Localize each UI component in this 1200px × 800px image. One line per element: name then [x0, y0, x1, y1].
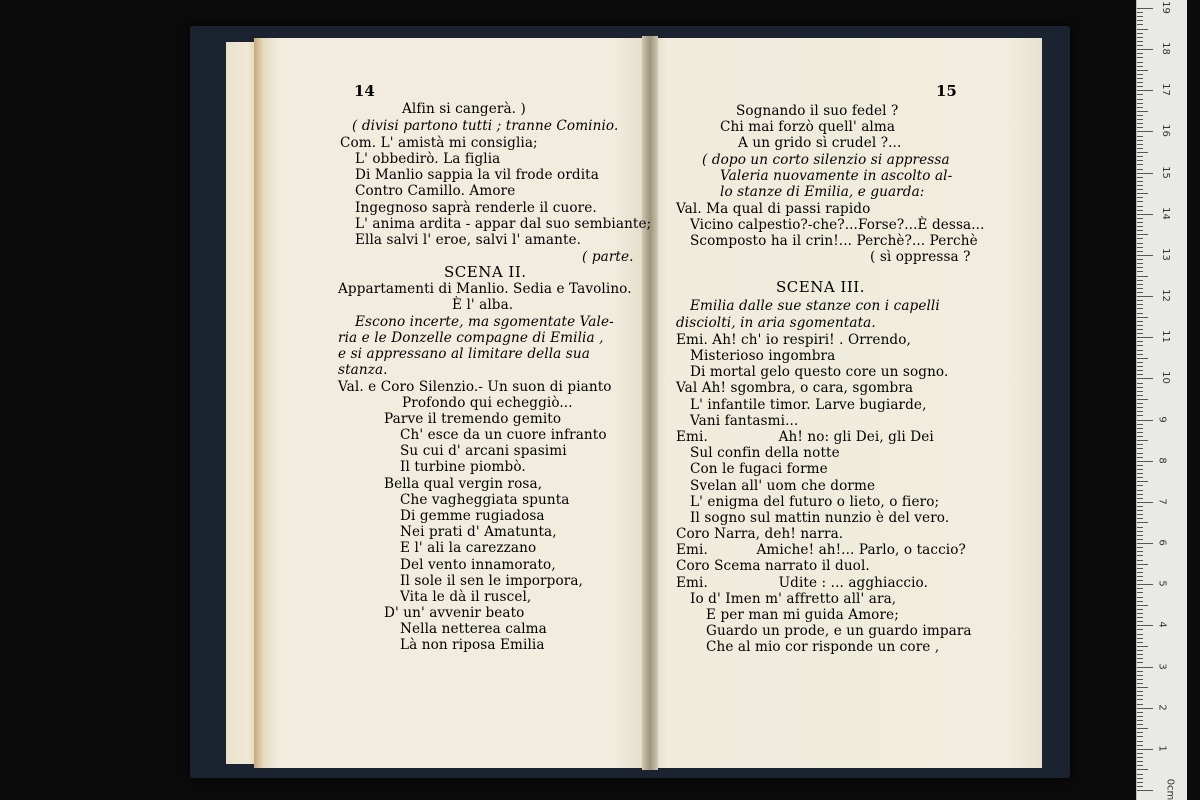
ruler-tick	[1137, 555, 1143, 556]
ruler-tick	[1137, 160, 1143, 161]
ruler-tick	[1137, 621, 1143, 622]
ruler-tick	[1137, 296, 1153, 297]
ruler-number: 18	[1159, 42, 1171, 56]
ruler-tick	[1137, 284, 1143, 285]
ruler-tick	[1137, 226, 1143, 227]
ruler-number: 0cm	[1164, 778, 1176, 800]
ruler-number: 7	[1156, 498, 1168, 505]
ruler-tick	[1137, 453, 1143, 454]
ruler-tick	[1137, 415, 1143, 416]
text-line: L' enigma del futuro o lieto, o fiero;	[690, 494, 940, 510]
ruler-tick	[1137, 317, 1148, 318]
ruler-tick	[1137, 259, 1143, 260]
ruler-tick	[1137, 189, 1143, 190]
text-line: Com. L' amistà mi consiglia;	[340, 135, 538, 151]
ruler-tick	[1137, 749, 1153, 750]
text-line: A un grido sì crudel ?...	[738, 135, 902, 151]
ruler-tick	[1137, 181, 1143, 182]
ruler-tick	[1137, 572, 1143, 573]
ruler-tick	[1137, 601, 1143, 602]
ruler-tick	[1137, 769, 1148, 770]
ruler-number: 5	[1156, 580, 1168, 587]
ruler-tick	[1137, 424, 1143, 425]
ruler-number: 10	[1159, 371, 1171, 385]
ruler-tick	[1137, 218, 1143, 219]
ruler-tick	[1137, 761, 1143, 762]
text-line: È l' alba.	[452, 297, 514, 313]
text-line: Guardo un prode, e un guardo impara	[706, 623, 972, 639]
stage-direction: ria e le Donzelle compagne di Emilia ,	[338, 330, 604, 346]
ruler-tick	[1137, 99, 1143, 100]
ruler-tick	[1137, 527, 1143, 528]
ruler-tick	[1137, 613, 1143, 614]
stage-direction: ( parte.	[582, 249, 634, 265]
ruler-tick	[1137, 465, 1143, 466]
ruler-tick	[1137, 774, 1143, 775]
ruler-tick	[1137, 29, 1148, 30]
ruler-tick	[1137, 469, 1143, 470]
ruler-tick	[1137, 169, 1143, 170]
ruler-tick	[1137, 374, 1143, 375]
ruler-tick	[1137, 144, 1143, 145]
ruler-tick	[1137, 617, 1143, 618]
ruler-tick	[1137, 704, 1143, 705]
ruler-number: 9	[1156, 415, 1168, 423]
ruler-tick	[1137, 535, 1143, 536]
ruler-tick	[1137, 514, 1143, 515]
stage-direction: Escono incerte, ma sgomentate Vale-	[355, 314, 614, 330]
text-line: Emi. Ah! no: gli Dei, gli Dei	[676, 429, 934, 445]
ruler-tick	[1137, 584, 1153, 585]
ruler-tick	[1137, 568, 1143, 569]
ruler-tick	[1137, 576, 1143, 577]
ruler-tick	[1137, 321, 1143, 322]
ruler-tick	[1137, 473, 1143, 474]
ruler-tick	[1137, 37, 1143, 38]
ruler-tick	[1137, 741, 1143, 742]
ruler-tick	[1137, 687, 1148, 688]
ruler-tick	[1137, 667, 1153, 668]
ruler-tick	[1137, 457, 1143, 458]
text-line: Che al mio cor risponde un core ,	[706, 639, 940, 655]
ruler-tick	[1137, 592, 1143, 593]
ruler-tick	[1137, 518, 1143, 519]
ruler-tick	[1137, 111, 1148, 112]
ruler-tick	[1137, 461, 1153, 462]
ruler-tick	[1137, 78, 1143, 79]
ruler-tick	[1137, 53, 1143, 54]
text-line: Ch' esce da un cuore infranto	[400, 427, 607, 443]
text-line: Di gemme rugiadosa	[400, 508, 545, 524]
ruler-tick	[1137, 119, 1143, 120]
ruler-tick	[1137, 57, 1143, 58]
ruler-tick	[1137, 243, 1143, 244]
ruler-tick	[1137, 222, 1143, 223]
text-line: Profondo qui echeggiò...	[402, 395, 573, 411]
ruler-tick	[1137, 193, 1148, 194]
ruler-tick	[1137, 107, 1143, 108]
ruler-number: 19	[1159, 1, 1171, 14]
ruler-tick	[1137, 136, 1143, 137]
left-page-number: 14	[354, 82, 375, 100]
text-line: L' obbedirò. La figlia	[355, 151, 501, 167]
text-line: Il sole il sen le imporpora,	[400, 573, 583, 589]
ruler-tick	[1137, 732, 1143, 733]
ruler-tick	[1137, 757, 1143, 758]
scene-heading: SCENA II.	[444, 263, 527, 281]
ruler-tick	[1137, 115, 1143, 116]
text-line: Di Manlio sappia la vil frode ordita	[355, 167, 599, 183]
ruler-number: 15	[1159, 165, 1171, 179]
ruler-tick	[1137, 481, 1148, 482]
ruler-tick	[1137, 206, 1143, 207]
ruler-tick	[1137, 403, 1143, 404]
ruler-number: 12	[1159, 289, 1171, 302]
ruler-tick	[1137, 45, 1143, 46]
ruler-tick	[1137, 156, 1143, 157]
ruler-tick	[1137, 333, 1143, 334]
ruler-tick	[1137, 210, 1143, 211]
ruler-tick	[1137, 82, 1143, 83]
ruler-tick	[1137, 103, 1143, 104]
ruler-tick	[1137, 131, 1153, 132]
ruler-tick	[1137, 790, 1153, 791]
ruler-tick	[1137, 490, 1143, 491]
text-line: Coro Scema narrato il duol.	[676, 558, 870, 574]
ruler-tick	[1137, 765, 1143, 766]
ruler-tick	[1137, 428, 1143, 429]
text-line: Svelan all' uom che dorme	[690, 478, 876, 494]
text-line: Di mortal gelo questo core un sogno.	[690, 364, 949, 380]
text-line: Nei prati d' Amatunta,	[400, 524, 557, 540]
text-line: Chi mai forzò quell' alma	[720, 119, 896, 135]
ruler-tick	[1137, 337, 1153, 338]
text-line: Là non riposa Emilia	[400, 637, 545, 653]
text-line: Vani fantasmi...	[690, 413, 799, 429]
book-gutter	[642, 36, 658, 770]
stage-direction: e si appressano al limitare della sua	[338, 346, 590, 362]
ruler-tick	[1137, 728, 1148, 729]
ruler-tick	[1137, 238, 1143, 239]
text-line: Appartamenti di Manlio. Sedia e Tavolino.	[338, 281, 632, 297]
ruler-tick	[1137, 629, 1143, 630]
ruler-number: 3	[1156, 662, 1168, 670]
ruler-tick	[1137, 304, 1143, 305]
ruler-tick	[1137, 74, 1143, 75]
text-line: E per man mi guida Amore;	[706, 607, 899, 623]
ruler-tick	[1137, 325, 1143, 326]
text-line: Sul confin della notte	[690, 445, 840, 461]
ruler-tick	[1137, 201, 1143, 202]
text-line: Vita le dà il ruscel,	[400, 589, 532, 605]
ruler-tick	[1137, 510, 1143, 511]
ruler-tick	[1137, 782, 1143, 783]
ruler-tick	[1137, 654, 1143, 655]
text-line: Emi. Udite : ... agghiaccio.	[676, 575, 928, 591]
text-line: E l' ali la carezzano	[400, 540, 537, 556]
ruler-tick	[1137, 708, 1153, 709]
ruler-tick	[1137, 86, 1143, 87]
text-line: Val Ah! sgombra, o cara, sgombra	[676, 380, 914, 396]
ruler-tick	[1137, 350, 1143, 351]
ruler-tick	[1137, 276, 1148, 277]
ruler-tick	[1137, 362, 1143, 363]
ruler-tick	[1137, 399, 1148, 400]
scene-heading: SCENA III.	[776, 278, 865, 296]
text-line: Con le fugaci forme	[690, 461, 828, 477]
ruler-tick	[1137, 230, 1143, 231]
ruler-tick	[1137, 127, 1143, 128]
ruler-tick	[1137, 255, 1153, 256]
ruler-tick	[1137, 341, 1143, 342]
ruler-tick	[1137, 366, 1143, 367]
ruler-tick	[1137, 354, 1143, 355]
ruler-tick	[1137, 650, 1143, 651]
ruler-number: 8	[1156, 457, 1168, 464]
text-line: Io d' Imen m' affretto all' ara,	[690, 591, 897, 607]
ruler-tick	[1137, 41, 1143, 42]
ruler-tick	[1137, 329, 1143, 330]
ruler-tick	[1137, 502, 1153, 503]
ruler-tick	[1137, 420, 1153, 421]
ruler-number: 17	[1159, 83, 1171, 97]
ruler-tick	[1137, 745, 1143, 746]
ruler-tick	[1137, 234, 1148, 235]
ruler-tick	[1137, 263, 1143, 264]
text-line: Nella netterea calma	[400, 621, 547, 637]
ruler-number: 13	[1159, 248, 1171, 261]
stage-direction: disciolti, in aria sgomentata.	[676, 315, 876, 331]
ruler-tick	[1137, 675, 1143, 676]
ruler-tick	[1137, 123, 1143, 124]
ruler-tick	[1137, 49, 1153, 50]
ruler-tick	[1137, 391, 1143, 392]
ruler-tick	[1137, 683, 1143, 684]
ruler-tick	[1137, 506, 1143, 507]
ruler-tick	[1137, 62, 1143, 63]
ruler-tick	[1137, 378, 1153, 379]
ruler-tick	[1137, 494, 1143, 495]
ruler-tick	[1137, 642, 1143, 643]
ruler-tick	[1137, 407, 1143, 408]
ruler-number: 14	[1159, 206, 1171, 220]
ruler-tick	[1137, 387, 1143, 388]
right-page-number: 15	[936, 82, 957, 100]
ruler-tick	[1137, 432, 1143, 433]
text-line: Val. Ma qual di passi rapido	[676, 201, 871, 217]
ruler-tick	[1137, 736, 1143, 737]
stage-direction: lo stanze di Emilia, e guarda:	[720, 184, 925, 200]
ruler-tick	[1137, 444, 1143, 445]
text-line: Ella salvi l' eroe, salvi l' amante.	[355, 232, 582, 248]
ruler-tick	[1137, 778, 1143, 779]
text-line: Del vento innamorato,	[400, 557, 556, 573]
text-line: Emi. Ah! ch' io respiri! . Orrendo,	[676, 332, 911, 348]
ruler-tick	[1137, 720, 1143, 721]
text-line: Coro Narra, deh! narra.	[676, 526, 844, 542]
text-line: Vicino calpestio?-che?...Forse?...È dessa...	[690, 217, 985, 233]
ruler-tick	[1137, 625, 1153, 626]
ruler-tick	[1137, 24, 1143, 25]
ruler-tick	[1137, 551, 1143, 552]
ruler-tick	[1137, 786, 1143, 787]
ruler-tick	[1137, 152, 1148, 153]
ruler-tick	[1137, 280, 1143, 281]
ruler-tick	[1137, 638, 1143, 639]
ruler-tick	[1137, 543, 1153, 544]
ruler-tick	[1137, 609, 1143, 610]
stage-direction: Valeria nuovamente in ascolto al-	[720, 168, 953, 184]
ruler-number: 4	[1156, 621, 1168, 629]
ruler-tick	[1137, 671, 1143, 672]
text-line: Il turbine piombò.	[400, 459, 526, 475]
ruler-tick	[1137, 440, 1148, 441]
ruler-tick	[1137, 16, 1143, 17]
stage-direction: stanza.	[338, 362, 388, 378]
text-line: Contro Camillo. Amore	[355, 183, 516, 199]
ruler-tick	[1137, 560, 1143, 561]
text-line: Ingegnoso saprà renderle il cuore.	[355, 200, 597, 216]
ruler-tick	[1137, 712, 1143, 713]
ruler-tick	[1137, 485, 1143, 486]
ruler-tick	[1137, 716, 1143, 717]
ruler-tick	[1137, 370, 1143, 371]
ruler-tick	[1137, 588, 1143, 589]
ruler-tick	[1137, 679, 1143, 680]
measurement-ruler	[1136, 0, 1187, 800]
text-line: Alfin si cangerà. )	[402, 101, 526, 117]
ruler-tick	[1137, 70, 1148, 71]
stage-direction: ( dopo un corto silenzio si appressa	[702, 152, 950, 168]
ruler-tick	[1137, 300, 1143, 301]
ruler-tick	[1137, 564, 1148, 565]
ruler-tick	[1137, 94, 1143, 95]
ruler-tick	[1137, 383, 1143, 384]
ruler-tick	[1137, 8, 1153, 9]
ruler-tick	[1137, 267, 1143, 268]
ruler-number: 2	[1156, 703, 1168, 711]
ruler-tick	[1137, 634, 1143, 635]
text-line: L' infantile timor. Larve bugiarde,	[690, 397, 927, 413]
stage-direction: ( divisi partono tutti ; tranne Cominio.	[352, 118, 619, 134]
ruler-tick	[1137, 271, 1143, 272]
ruler-tick	[1137, 658, 1143, 659]
ruler-tick	[1137, 531, 1143, 532]
ruler-tick	[1137, 345, 1143, 346]
ruler-tick	[1137, 177, 1143, 178]
ruler-tick	[1137, 140, 1143, 141]
ruler-tick	[1137, 395, 1143, 396]
ruler-tick	[1137, 691, 1143, 692]
ruler-tick	[1137, 288, 1143, 289]
ruler-tick	[1137, 597, 1143, 598]
text-line: D' un' avvenir beato	[384, 605, 525, 621]
ruler-tick	[1137, 148, 1143, 149]
ruler-tick	[1137, 308, 1143, 309]
ruler-number: 6	[1156, 539, 1168, 546]
ruler-tick	[1137, 214, 1153, 215]
ruler-tick	[1137, 646, 1148, 647]
ruler-tick	[1137, 358, 1148, 359]
ruler-tick	[1137, 547, 1143, 548]
ruler-tick	[1137, 724, 1143, 725]
stage-direction: ( sì oppressa ?	[870, 249, 971, 265]
text-line: Parve il tremendo gemito	[384, 411, 562, 427]
text-line: Emi. Amiche! ah!... Parlo, o taccio?	[676, 542, 966, 558]
text-line: Scomposto ha il crin!... Perchè?... Perchè	[690, 233, 978, 249]
text-line: Su cui d' arcani spasimi	[400, 443, 567, 459]
text-line: Che vagheggiata spunta	[400, 492, 570, 508]
ruler-tick	[1137, 313, 1143, 314]
ruler-tick	[1137, 33, 1143, 34]
ruler-tick	[1137, 185, 1143, 186]
ruler-tick	[1137, 662, 1143, 663]
text-line: Val. e Coro Silenzio.- Un suon di pianto	[338, 379, 612, 395]
stage-direction: Emilia dalle sue stanze con i capelli	[690, 298, 940, 314]
ruler-tick	[1137, 173, 1153, 174]
ruler-tick	[1137, 247, 1143, 248]
ruler-tick	[1137, 753, 1143, 754]
ruler-tick	[1137, 522, 1148, 523]
text-line: Bella qual vergin rosa,	[384, 476, 543, 492]
ruler-tick	[1137, 164, 1143, 165]
ruler-tick	[1137, 498, 1143, 499]
ruler-tick	[1137, 699, 1143, 700]
ruler-tick	[1137, 605, 1148, 606]
ruler-tick	[1137, 477, 1143, 478]
ruler-tick	[1137, 90, 1153, 91]
ruler-tick	[1137, 539, 1143, 540]
ruler-tick	[1137, 12, 1143, 13]
ruler-tick	[1137, 436, 1143, 437]
ruler-tick	[1137, 411, 1143, 412]
ruler-tick	[1137, 197, 1143, 198]
ruler-tick	[1137, 580, 1143, 581]
text-line: Misterioso ingombra	[690, 348, 836, 364]
ruler-number: 16	[1159, 124, 1171, 138]
ruler-tick	[1137, 448, 1143, 449]
ruler-tick	[1137, 66, 1143, 67]
ruler-tick	[1137, 251, 1143, 252]
ruler-tick	[1137, 695, 1143, 696]
text-line: Il sogno sul mattin nunzio è del vero.	[690, 510, 950, 526]
text-line: Sognando il suo fedel ?	[736, 103, 899, 119]
ruler-number: 1	[1156, 745, 1168, 752]
text-line: L' anima ardita - appar dal suo sembiante;	[355, 216, 652, 232]
ruler-tick	[1137, 20, 1143, 21]
ruler-tick	[1137, 292, 1143, 293]
ruler-number: 11	[1159, 330, 1171, 344]
